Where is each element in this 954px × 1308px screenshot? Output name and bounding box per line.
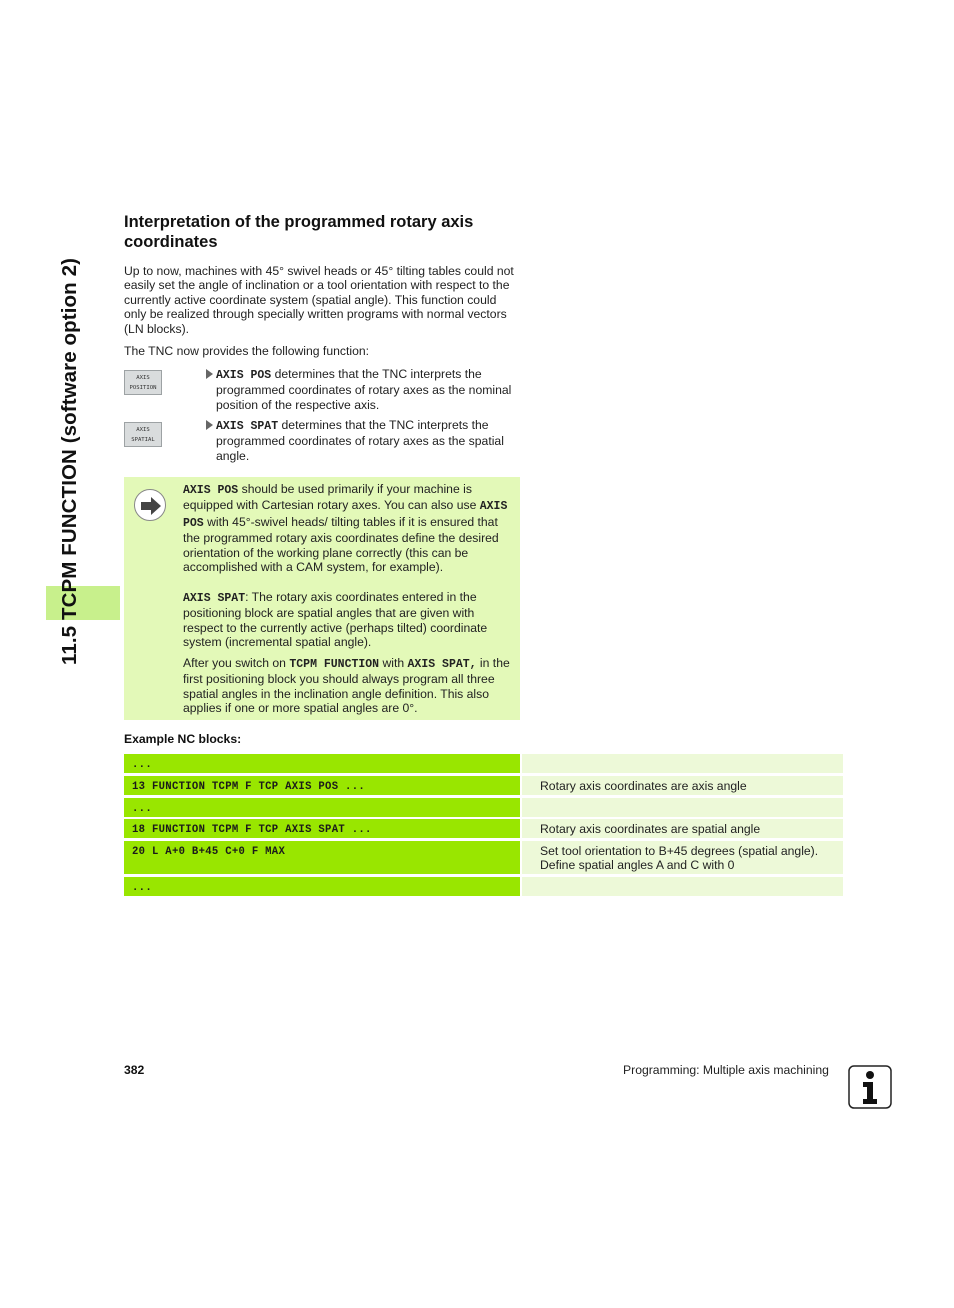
nc-description: [522, 754, 843, 773]
note-text: in the first positioning block you should always program all three spatial angles in the inclination angle definition. This also applies if one or more spatial angles are 0°.: [183, 656, 510, 716]
nc-code: 20 L A+0 B+45 C+0 F MAX: [124, 841, 520, 874]
section-heading: Interpretation of the programmed rotary axis coordinates: [124, 213, 474, 251]
chapter-side-title: 11.5 TCPM FUNCTION (software option 2): [58, 258, 81, 665]
nc-description: Set tool orientation to B+45 degrees (spatial angle). Define spatial angles A and C with 0: [522, 841, 843, 874]
info-icon: [848, 1065, 892, 1109]
nc-description: Rotary axis coordinates are axis angle: [522, 776, 843, 795]
bullet-text: determines that the TNC interprets the programmed coordinates of rotary axes as the spatial angle.: [216, 418, 504, 463]
example-label: Example NC blocks:: [124, 732, 242, 746]
nc-code: ...: [124, 798, 520, 817]
intro-paragraph: Up to now, machines with 45° swivel heads or 45° tilting tables could not easily set the angle of inclination or a tool orientation with respect to the currently active coordinate system (spatial angle). This function could only be realized through specially written programs with normal vectors (LN blocks).: [124, 264, 514, 336]
nc-block-row: [124, 819, 843, 838]
nc-block-row: [124, 776, 843, 795]
bullet-axis-pos: [206, 367, 524, 412]
bullet-triangle-icon: [206, 369, 213, 379]
note-code: TCPM FUNCTION: [289, 658, 380, 671]
nc-description: Rotary axis coordinates are spatial angle: [522, 819, 843, 838]
page-number: 382: [124, 1063, 145, 1077]
softkey-line: POSITION: [129, 385, 157, 391]
nc-block-row: [124, 841, 843, 874]
nc-block-row: [124, 798, 843, 817]
note-code: AXIS POS: [183, 500, 508, 530]
note-text: should be used primarily if your machine is equipped with Cartesian rotary axes. You can also use: [183, 482, 480, 513]
nc-block-row: [124, 877, 843, 896]
note-text: : The rotary axis coordinates entered in the positioning block are spatial angles that are given with respect to the currently active (perhaps tilted) coordinate system (incremental spatial angle).: [183, 590, 488, 650]
bullet-code: AXIS POS: [216, 369, 272, 382]
note-paragraph-tcpm: [183, 656, 511, 716]
note-text: with: [379, 656, 408, 670]
note-paragraph-axis-pos: [183, 482, 511, 574]
softkey-axis-spatial[interactable]: [124, 422, 162, 447]
nc-code: 13 FUNCTION TCPM F TCP AXIS POS ...: [124, 776, 520, 795]
nc-block-row: [124, 754, 843, 773]
bullet-triangle-icon: [206, 420, 213, 430]
arrow-right-icon: [134, 489, 166, 521]
note-code: AXIS POS: [183, 484, 239, 497]
bullet-code: AXIS SPAT: [216, 420, 279, 433]
footer-chapter-title: Programming: Multiple axis machining: [623, 1063, 829, 1077]
nc-code: ...: [124, 877, 520, 896]
nc-code: ...: [124, 754, 520, 773]
note-text: After you switch on: [183, 656, 290, 670]
lead-paragraph: The TNC now provides the following function:: [124, 344, 370, 358]
bullet-text: determines that the TNC interprets the programmed coordinates of rotary axes as the nominal position of the respective axis.: [216, 367, 512, 412]
note-code: AXIS SPAT,: [407, 658, 477, 671]
softkey-line: AXIS: [136, 427, 150, 433]
softkey-axis-position[interactable]: [124, 370, 162, 395]
softkey-line: SPATIAL: [131, 437, 155, 443]
note-box: [124, 477, 520, 720]
note-code: AXIS SPAT: [183, 592, 246, 605]
bullet-axis-spat: [206, 418, 524, 463]
note-text: with 45°-swivel heads/ tilting tables if it is ensured that the programmed rotary axis coordinates define the desired orientation of the working plane correctly (this can be accomplished with a CAM system, for example).: [183, 514, 499, 575]
softkey-line: AXIS: [136, 375, 150, 381]
nc-description: [522, 877, 843, 896]
nc-code: 18 FUNCTION TCPM F TCP AXIS SPAT ...: [124, 819, 520, 838]
nc-description: [522, 798, 843, 817]
note-paragraph-axis-spat: [183, 590, 511, 650]
